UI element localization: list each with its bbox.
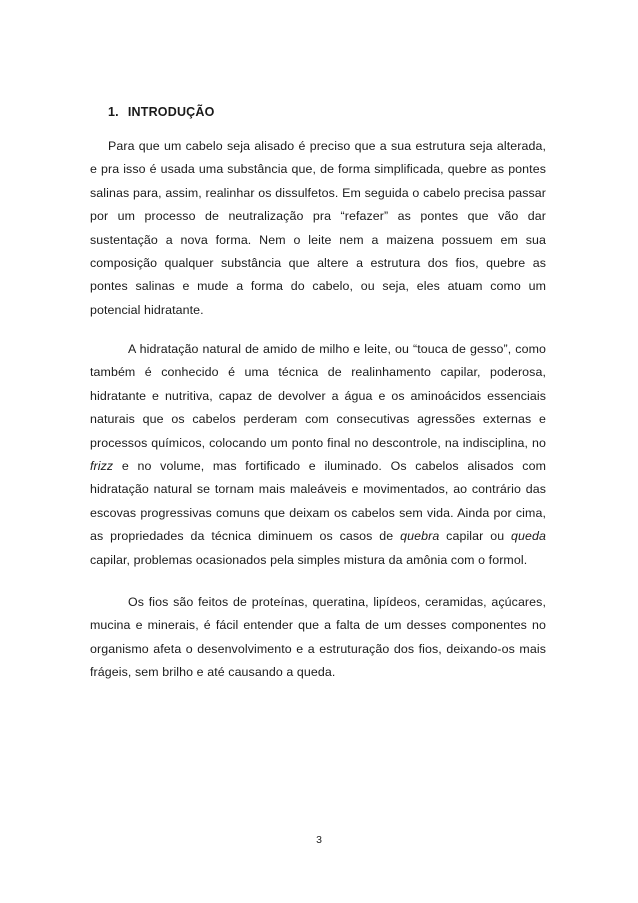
italic-term-queda: queda [511, 529, 547, 544]
paragraph-1: Para que um cabelo seja alisado é preciso que a sua estrutura seja alterada, e pra isso é usada uma substância que, de forma simplificada, quebre as pontes salinas para, assim, realinhar os dissulfetos. Em seguida o cabelo precisa passar por um processo de neutralização pra “refazer” as pontes que vão dar sustentação a nova forma. Nem o leite nem a maizena possuem em sua composição qualquer substância que altere a estrutura dos fios, quebre as pontes salinas e mude a forma do cabelo, ou seja, eles atuam como um potencial hidratante. [90, 139, 546, 317]
section-heading [108, 105, 215, 119]
page-number: 3 [316, 834, 322, 846]
italic-term-quebra: quebra [400, 529, 440, 544]
section-number: 1. [108, 105, 119, 119]
paragraph-2 [90, 338, 546, 572]
paragraph-2-text-a: A hidratação natural de amido de milho e leite, ou “touca de gesso”, como também é conhecido é uma técnica de realinhamento capilar, poderosa, hidratante e nutritiva, capaz de devolver a água e os aminoácidos essenciais naturais que os cabelos perderam com consecutivas agressões externas e processos químicos, colocando um ponto final no descontrole, na indisciplina, no [90, 342, 546, 450]
section-title: INTRODUÇÃO [127, 105, 215, 119]
italic-term-frizz: frizz [90, 459, 114, 474]
paragraph-2-text-b: e no volume, mas fortificado e iluminado. Os cabelos alisados com hidratação natural se tornam mais maleáveis e movimentados, ao contrário das escovas progressivas comuns que deixam os cabelos sem vida. Ainda por cima, as propriedades da técnica diminuem os casos de [90, 459, 546, 544]
paragraph-3: Os fios são feitos de proteínas, queratina, lipídeos, ceramidas, açúcares, mucina e minerais, é fácil entender que a falta de um desses componentes no organismo afeta o desenvolvimento e a estruturação dos fios, deixando-os mais frágeis, sem brilho e até causando a queda. [90, 595, 546, 680]
paragraph-2-text-c: capilar ou [439, 529, 512, 544]
paragraph-2-text-d: capilar, problemas ocasionados pela simples mistura da amônia com o formol. [90, 552, 528, 567]
